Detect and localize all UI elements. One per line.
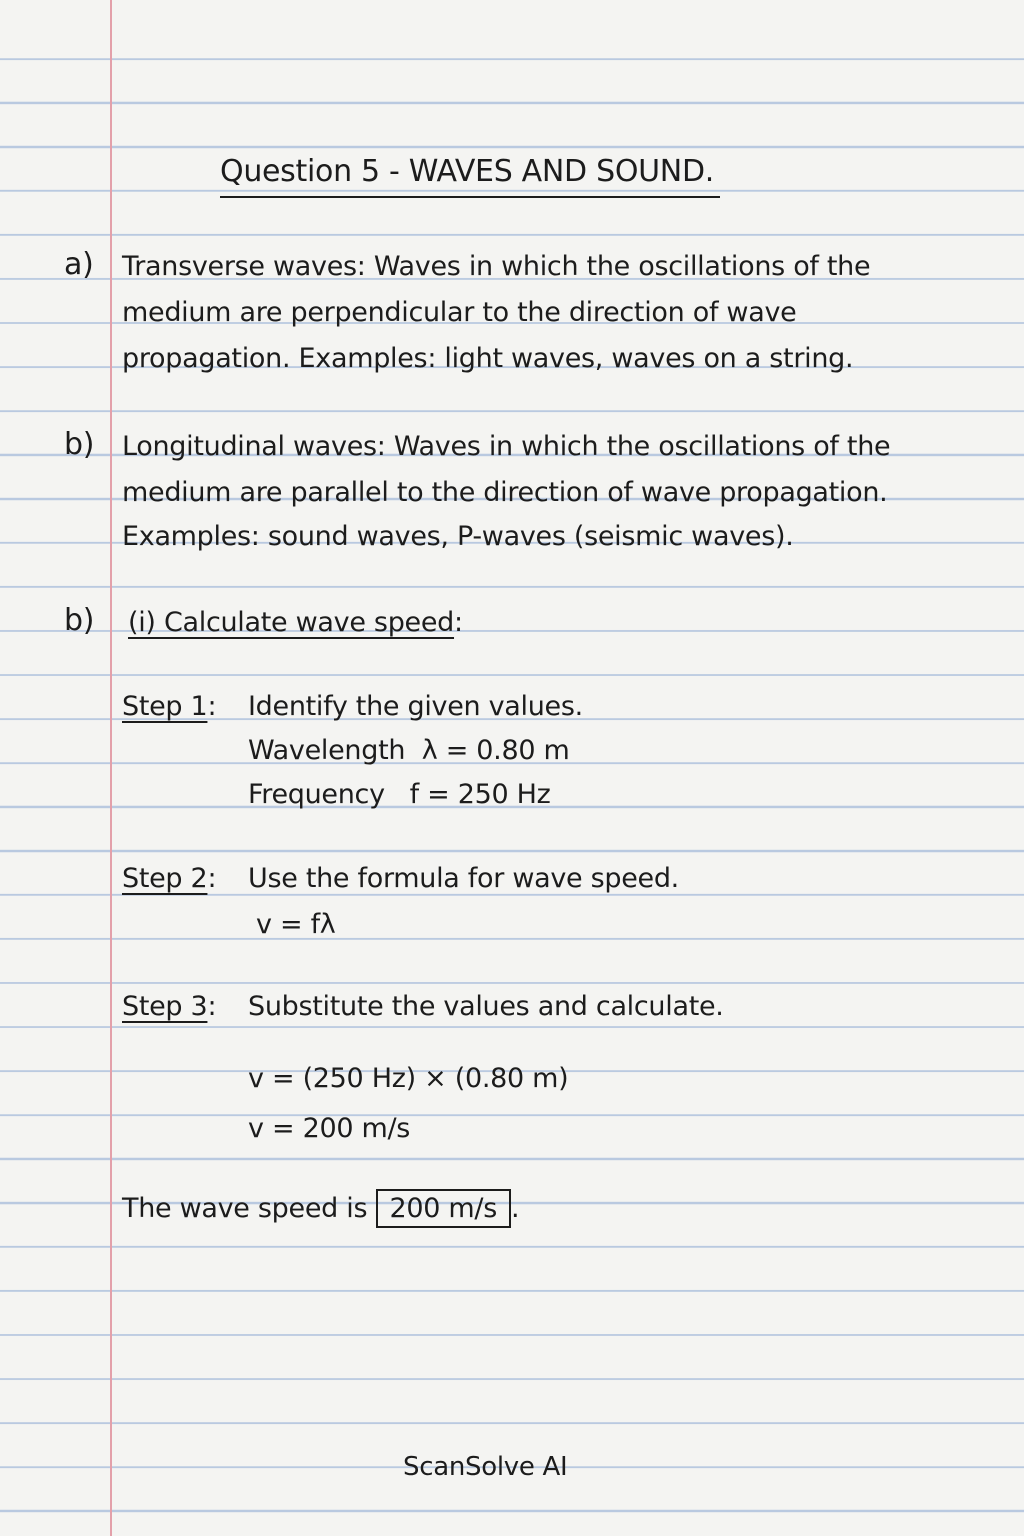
- step-2-text: Use the formula for wave speed.: [248, 863, 679, 894]
- step-3-text: Substitute the values and calculate.: [248, 991, 724, 1022]
- part-b2-heading-text: (i) Calculate wave speed: [128, 607, 455, 638]
- part-b1-line-1: Longitudinal waves: Waves in which the oscillations of the: [122, 431, 891, 462]
- step-3-label: [122, 990, 216, 1024]
- part-a-line-2: medium are perpendicular to the direction of wave: [122, 297, 797, 328]
- step-1-label: [122, 690, 216, 724]
- step-3-label-text: Step 3: [122, 991, 208, 1022]
- answer-box: 200 m/s: [376, 1189, 511, 1228]
- step-1-colon: :: [207, 691, 217, 722]
- step-1-label-text: Step 1: [122, 691, 208, 722]
- part-b1-line-2: medium are parallel to the direction of wave propagation.: [122, 477, 888, 508]
- part-a-line-3: propagation. Examples: light waves, waves on a string.: [122, 343, 854, 374]
- part-b2-label: b): [64, 603, 95, 638]
- part-b1-line-3: Examples: sound waves, P-waves (seismic waves).: [122, 521, 794, 552]
- step-1-text: Identify the given values.: [248, 691, 583, 722]
- step-1-frequency: Frequency f = 250 Hz: [248, 779, 551, 810]
- step-2-label: [122, 862, 216, 896]
- part-b2-heading-colon: :: [454, 607, 463, 638]
- step-2-label-text: Step 2: [122, 863, 208, 894]
- answer-line: [122, 1192, 519, 1226]
- part-a-label: a): [64, 247, 94, 282]
- answer-prefix: The wave speed is: [122, 1193, 368, 1224]
- part-b2-heading: [128, 606, 463, 640]
- step-2-colon: :: [207, 863, 217, 894]
- step-2-formula: v = fλ: [256, 909, 336, 940]
- step-3-colon: :: [207, 991, 217, 1022]
- part-b1-label: b): [64, 427, 95, 462]
- margin-line: [110, 0, 112, 1536]
- step-1-wavelength: Wavelength λ = 0.80 m: [248, 735, 570, 766]
- part-a-line-1: Transverse waves: Waves in which the oscillations of the: [122, 251, 871, 282]
- page-title: Question 5 - WAVES AND SOUND.: [220, 152, 720, 198]
- footer-brand: ScanSolve AI: [403, 1452, 568, 1482]
- step-3-calc-1: v = (250 Hz) × (0.80 m): [248, 1063, 569, 1094]
- step-3-calc-2: v = 200 m/s: [248, 1113, 411, 1144]
- answer-suffix: .: [511, 1193, 520, 1224]
